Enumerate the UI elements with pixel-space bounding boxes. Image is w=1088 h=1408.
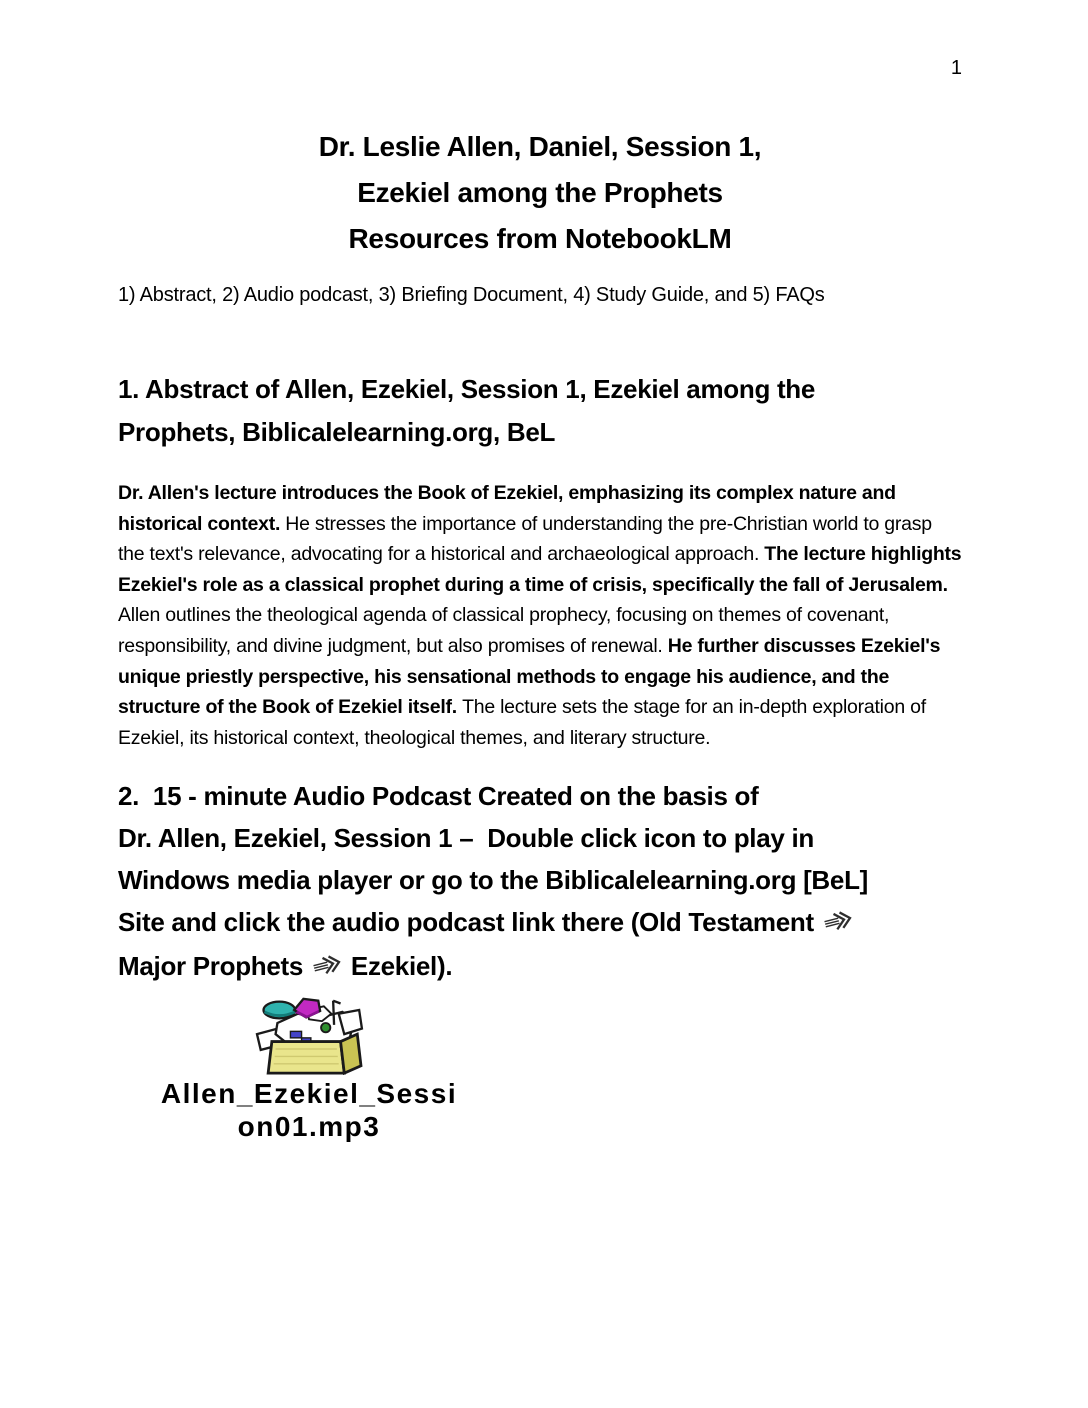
paragraph-segment: The lecture highlights Ezekiel's role as a classical prophet during a time of crisis, specifically the fall of Jerusalem. — [118, 543, 967, 596]
document-title: Dr. Leslie Allen, Daniel, Session 1, Ezekiel among the Prophets Resources from NotebookLM — [318, 131, 762, 254]
contents-line: 1) Abstract, 2) Audio podcast, 3) Briefing Document, 4) Study Guide, and 5) FAQs — [118, 284, 825, 306]
paragraph-segment: He stresses the importance of understanding the pre-Christian world to grasp the text's relevance, advocating for a historical and archaeological approach. — [118, 512, 937, 566]
abstract-paragraph — [118, 478, 967, 753]
arrow-right-icon — [312, 947, 342, 989]
media-package-icon[interactable] — [253, 997, 365, 1075]
page-number: 1 — [950, 57, 962, 79]
audio-file-object[interactable] — [118, 997, 500, 1143]
section1-heading: 1. Abstract of Allen, Ezekiel, Session 1, Ezekiel among the Prophets, Biblicalelearning.org, BeL — [118, 374, 816, 447]
arrow-right-icon — [823, 903, 853, 945]
paragraph-segment: Allen outlines the theological agenda of classical prophecy, focusing on themes of covenant, responsibility, and divine judgment, but also promises of renewal. — [118, 604, 895, 657]
paragraph-segment: The lecture sets the stage for an in-depth exploration of Ezekiel, its historical context, theological themes, and literary structure. — [118, 696, 932, 749]
paragraph-segment: He further discusses Ezekiel's unique priestly perspective, his sensational methods to engage his audience, and the structure of the Book of Ezekiel itself. — [118, 634, 946, 719]
audio-file-name[interactable]: Allen_Ezekiel_Sessi on01.mp3 — [160, 1078, 458, 1143]
section2-heading: 2. 15 - minute Audio Podcast Created on the basis of Dr. Allen, Ezekiel, Session 1 – Double click icon to play in Windows media player or go to the Biblicalelearning.org [BeL] Site and click the audio podcast link there (Old Testament Major Prophets Ezekiel). — [118, 775, 962, 989]
paragraph-segment: Dr. Allen's lecture introduces the Book of Ezekiel, emphasizing its complex nature and historical context. — [118, 482, 901, 535]
